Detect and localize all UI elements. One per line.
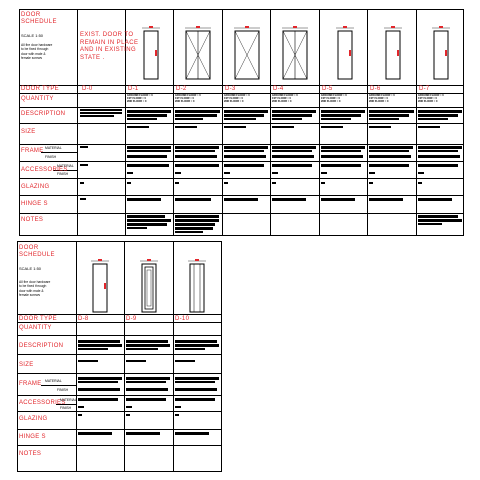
door-elevation-d8 bbox=[89, 258, 111, 313]
redacted-description-d9 bbox=[126, 348, 158, 350]
quantity-d2: GROUND FLOOR = 0 1ST FLOOR = 0 2ND FLOOR = 0 bbox=[175, 94, 201, 104]
redacted-accessories-d6 bbox=[369, 172, 375, 174]
redacted-description-d0 bbox=[80, 112, 122, 114]
row-sublabel-finish-bottom: FINISH bbox=[57, 388, 69, 392]
redacted-frame-d2 bbox=[175, 155, 217, 158]
row-sublabel-material-acc: MATERIAL bbox=[57, 164, 74, 168]
door-tag-d7: D-7 bbox=[419, 86, 430, 92]
redacted-glazing-d1 bbox=[127, 182, 131, 184]
redacted-size-d6 bbox=[369, 126, 391, 128]
redacted-frame-d1 bbox=[127, 150, 171, 152]
redacted-frame-d2 bbox=[175, 150, 215, 152]
door-tag-d2: D-2 bbox=[176, 86, 187, 92]
redacted-notes-d1 bbox=[127, 215, 165, 218]
redacted-description-d7 bbox=[418, 118, 448, 120]
redacted-hinges-d2 bbox=[175, 198, 211, 201]
redacted-accessories-d6 bbox=[369, 164, 409, 167]
row-label-frame-bottom: FRAME bbox=[19, 381, 42, 387]
redacted-description-d7 bbox=[418, 114, 458, 117]
redacted-hinges-d6 bbox=[369, 198, 403, 201]
row-label-door-type: DOOR TYPE bbox=[21, 86, 59, 92]
row-label-door-type-bottom: DOOR TYPE bbox=[19, 316, 57, 322]
redacted-glazing-d9 bbox=[126, 414, 130, 416]
redacted-accessories-d4 bbox=[272, 172, 278, 174]
door-tag-d3: D-3 bbox=[225, 86, 236, 92]
door-elevation-d7 bbox=[430, 25, 452, 80]
redacted-frame-d1 bbox=[127, 155, 167, 158]
row-sublabel-material-acc-bottom: MATERIAL bbox=[60, 398, 77, 402]
redacted-frame-d10 bbox=[175, 381, 215, 383]
redacted-frame-d4 bbox=[272, 150, 312, 152]
redacted-size-d5 bbox=[321, 126, 343, 128]
redacted-accessories-d2 bbox=[175, 172, 181, 174]
redacted-frame-d9 bbox=[126, 377, 170, 380]
redacted-frame-d4 bbox=[272, 146, 316, 149]
redacted-accessories-d10 bbox=[175, 398, 215, 401]
redacted-accessories-d7 bbox=[418, 172, 424, 174]
door-elevation-d9 bbox=[138, 258, 160, 313]
redacted-frame-d5 bbox=[321, 155, 363, 158]
redacted-description-d9 bbox=[126, 340, 168, 343]
redacted-accessories-d10 bbox=[175, 406, 181, 408]
redacted-glazing-d2 bbox=[175, 182, 179, 184]
redacted-accessories-d8 bbox=[78, 406, 84, 408]
door-elevation-d4 bbox=[280, 25, 310, 80]
redacted-description-d7 bbox=[418, 110, 462, 113]
redacted-size-d3 bbox=[224, 126, 246, 128]
row-label-quantity: QUANTITY bbox=[21, 96, 54, 102]
quantity-d5: GROUND FLOOR = 0 1ST FLOOR = 0 2ND FLOOR = 0 bbox=[321, 94, 347, 104]
row-label-frame: FRAME bbox=[21, 148, 44, 154]
redacted-accessories-d4 bbox=[272, 164, 312, 167]
redacted-accessories-d2 bbox=[175, 164, 219, 167]
redacted-frame-d4 bbox=[272, 155, 314, 158]
door-elevation-d5 bbox=[334, 25, 356, 80]
row-label-quantity-bottom: QUANTITY bbox=[19, 325, 52, 331]
row-label-glazing-bottom: GLAZING bbox=[19, 416, 48, 422]
quantity-d3: GROUND FLOOR = 0 1ST FLOOR = 0 2ND FLOOR = 0 bbox=[224, 94, 250, 104]
redacted-description-d4 bbox=[272, 118, 302, 120]
redacted-size-d8 bbox=[78, 360, 98, 362]
hardware-note: All fire door hardware to be fixed through door with male & female screws bbox=[21, 43, 53, 61]
door-elevation-d6 bbox=[382, 25, 404, 80]
redacted-hinges-d9 bbox=[126, 432, 160, 435]
redacted-description-d2 bbox=[175, 118, 203, 120]
redacted-hinges-d8 bbox=[78, 432, 112, 435]
redacted-description-d10 bbox=[175, 340, 217, 343]
door-tag-d4: D-4 bbox=[273, 86, 284, 92]
door-elevation-d10 bbox=[186, 258, 208, 313]
row-sublabel-material: MATERIAL bbox=[45, 146, 62, 150]
door-elevation-d1 bbox=[140, 25, 162, 80]
redacted-description-d8 bbox=[78, 344, 122, 347]
redacted-hinges-d0 bbox=[80, 198, 86, 200]
hardware-note-bottom: All fire door hardware to be fixed through door with male & female screws bbox=[19, 280, 51, 298]
redacted-accessories-d9 bbox=[126, 406, 132, 408]
redacted-glazing-d4 bbox=[272, 182, 276, 184]
door-tag-d9: D-9 bbox=[126, 316, 137, 322]
quantity-d7: GROUND FLOOR = 0 1ST FLOOR = 0 2ND FLOOR = 0 bbox=[418, 94, 444, 104]
redacted-description-d4 bbox=[272, 114, 312, 117]
redacted-description-d3 bbox=[224, 114, 264, 117]
redacted-notes-d1 bbox=[127, 227, 147, 229]
redacted-description-d3 bbox=[224, 118, 256, 120]
row-label-accessories-bottom: ACCESSORIES bbox=[19, 400, 66, 406]
redacted-frame-d3 bbox=[224, 146, 268, 149]
redacted-notes-d2 bbox=[175, 215, 219, 218]
redacted-frame-d8 bbox=[78, 381, 118, 383]
redacted-notes-d2 bbox=[175, 227, 213, 230]
redacted-description-d6 bbox=[369, 114, 409, 117]
redacted-description-d1 bbox=[127, 110, 171, 113]
redacted-description-d4 bbox=[272, 110, 316, 113]
redacted-description-d8 bbox=[78, 340, 120, 343]
schedule-title-bottom: DOOR SCHEDULE bbox=[19, 245, 55, 258]
redacted-frame-d10 bbox=[175, 377, 219, 380]
row-label-hinges: HINGE S bbox=[21, 201, 48, 207]
redacted-accessories-d1 bbox=[127, 172, 133, 174]
quantity-d4: GROUND FLOOR = 0 1ST FLOOR = 0 2ND FLOOR = 0 bbox=[272, 94, 298, 104]
redacted-description-d10 bbox=[175, 348, 205, 350]
redacted-hinges-d1 bbox=[127, 198, 161, 201]
redacted-frame-d3 bbox=[224, 150, 264, 152]
redacted-glazing-d6 bbox=[369, 182, 373, 184]
redacted-description-d6 bbox=[369, 118, 399, 120]
redacted-frame-d1 bbox=[127, 146, 171, 149]
redacted-notes-d2 bbox=[175, 223, 215, 226]
redacted-accessories-d0 bbox=[80, 164, 88, 166]
redacted-glazing-d8 bbox=[78, 414, 82, 416]
redacted-description-d2 bbox=[175, 110, 220, 113]
redacted-notes-d1 bbox=[127, 219, 171, 222]
row-sublabel-finish-acc: FINISH bbox=[57, 172, 69, 176]
redacted-size-d4 bbox=[272, 126, 294, 128]
quantity-d1: GROUND FLOOR = 0 1ST FLOOR = 0 2ND FLOOR = 0 bbox=[127, 94, 153, 104]
existing-door-note: EXIST. DOOR TO REMAIN IN PLACE AND IN EXISTING STATE . bbox=[80, 32, 139, 61]
row-sublabel-finish-acc-bottom: FINISH bbox=[60, 406, 72, 410]
door-elevation-d2 bbox=[183, 25, 213, 80]
door-elevation-d3 bbox=[232, 25, 262, 80]
redacted-description-d2 bbox=[175, 114, 217, 117]
row-label-hinges-bottom: HINGE S bbox=[19, 434, 46, 440]
redacted-notes-d1 bbox=[127, 223, 167, 226]
redacted-frame-d6 bbox=[369, 155, 411, 158]
redacted-frame-d2 bbox=[175, 146, 219, 149]
row-label-notes: NOTES bbox=[21, 217, 44, 223]
door-tag-d5: D-5 bbox=[322, 86, 333, 92]
redacted-description-d5 bbox=[321, 118, 351, 120]
redacted-notes-d2 bbox=[175, 231, 203, 233]
redacted-frame-d7 bbox=[418, 150, 458, 152]
redacted-description-d0 bbox=[80, 109, 122, 111]
redacted-frame-d9 bbox=[126, 388, 168, 391]
redacted-notes-d7 bbox=[418, 215, 458, 218]
row-sublabel-material-bottom: MATERIAL bbox=[45, 379, 62, 383]
door-tag-d8: D-8 bbox=[78, 316, 89, 322]
redacted-frame-d8 bbox=[78, 377, 122, 380]
redacted-accessories-d8 bbox=[78, 398, 118, 401]
redacted-hinges-d5 bbox=[321, 198, 355, 201]
redacted-description-d5 bbox=[321, 110, 365, 113]
redacted-frame-d5 bbox=[321, 146, 365, 149]
redacted-frame-d10 bbox=[175, 388, 217, 391]
quantity-d6: GROUND FLOOR = 0 1ST FLOOR = 0 2ND FLOOR = 0 bbox=[369, 94, 395, 104]
redacted-glazing-d7 bbox=[418, 182, 422, 184]
redacted-size-d1 bbox=[127, 126, 149, 128]
row-label-glazing: GLAZING bbox=[21, 184, 50, 190]
redacted-description-d1 bbox=[127, 118, 157, 120]
redacted-accessories-d5 bbox=[321, 164, 361, 167]
door-tag-d10: D-10 bbox=[175, 316, 190, 322]
redacted-description-d10 bbox=[175, 344, 219, 347]
schedule-title: DOOR SCHEDULE bbox=[21, 12, 57, 25]
redacted-frame-d9 bbox=[126, 381, 166, 383]
redacted-size-d9 bbox=[126, 360, 146, 362]
redacted-glazing-d5 bbox=[321, 182, 325, 184]
redacted-description-d1 bbox=[127, 114, 167, 117]
redacted-frame-d5 bbox=[321, 150, 361, 152]
redacted-accessories-d9 bbox=[126, 398, 166, 401]
door-tag-d0: D-0 bbox=[82, 86, 93, 92]
redacted-notes-d7 bbox=[418, 219, 462, 222]
redacted-accessories-d3 bbox=[224, 172, 230, 174]
row-sublabel-finish: FINISH bbox=[45, 155, 57, 159]
redacted-frame-d6 bbox=[369, 150, 409, 152]
redacted-frame-d3 bbox=[224, 155, 266, 158]
door-tag-d6: D-6 bbox=[370, 86, 381, 92]
redacted-frame-d8 bbox=[78, 388, 120, 391]
redacted-hinges-d7 bbox=[418, 198, 452, 201]
redacted-description-d3 bbox=[224, 110, 268, 113]
redacted-glazing-d3 bbox=[224, 182, 228, 184]
redacted-frame-d6 bbox=[369, 146, 413, 149]
door-tag-d1: D-1 bbox=[128, 86, 139, 92]
redacted-description-d8 bbox=[78, 348, 108, 350]
redacted-notes-d7 bbox=[418, 223, 442, 225]
redacted-size-d7 bbox=[418, 126, 440, 128]
redacted-frame-d7 bbox=[418, 155, 460, 158]
redacted-size-d10 bbox=[175, 360, 195, 362]
redacted-accessories-d7 bbox=[418, 164, 458, 167]
row-label-description-bottom: DESCRIPTION bbox=[19, 343, 64, 349]
row-label-notes-bottom: NOTES bbox=[19, 451, 42, 457]
row-label-size-bottom: SIZE bbox=[19, 362, 34, 368]
row-label-size: SIZE bbox=[21, 129, 36, 135]
redacted-description-d9 bbox=[126, 344, 170, 347]
redacted-notes-d2 bbox=[175, 219, 219, 222]
schedule-scale: SCALE 1:50 bbox=[21, 33, 44, 38]
row-label-description: DESCRIPTION bbox=[21, 111, 66, 117]
redacted-accessories-d1 bbox=[127, 164, 169, 167]
redacted-size-d2 bbox=[175, 126, 197, 128]
redacted-accessories-d5 bbox=[321, 172, 327, 174]
redacted-frame-d7 bbox=[418, 146, 462, 149]
redacted-accessories-d3 bbox=[224, 164, 264, 167]
redacted-description-d6 bbox=[369, 110, 414, 113]
redacted-hinges-d3 bbox=[224, 198, 258, 201]
redacted-hinges-d4 bbox=[272, 198, 306, 201]
redacted-frame-d0 bbox=[80, 146, 88, 148]
redacted-description-d0 bbox=[80, 115, 114, 117]
row-label-accessories: ACCESSORIES bbox=[21, 167, 68, 173]
schedule-scale-bottom: SCALE 1:50 bbox=[19, 266, 42, 271]
redacted-description-d5 bbox=[321, 114, 361, 117]
redacted-hinges-d10 bbox=[175, 432, 209, 435]
redacted-glazing-d10 bbox=[175, 414, 179, 416]
redacted-glazing-d0 bbox=[80, 182, 84, 184]
